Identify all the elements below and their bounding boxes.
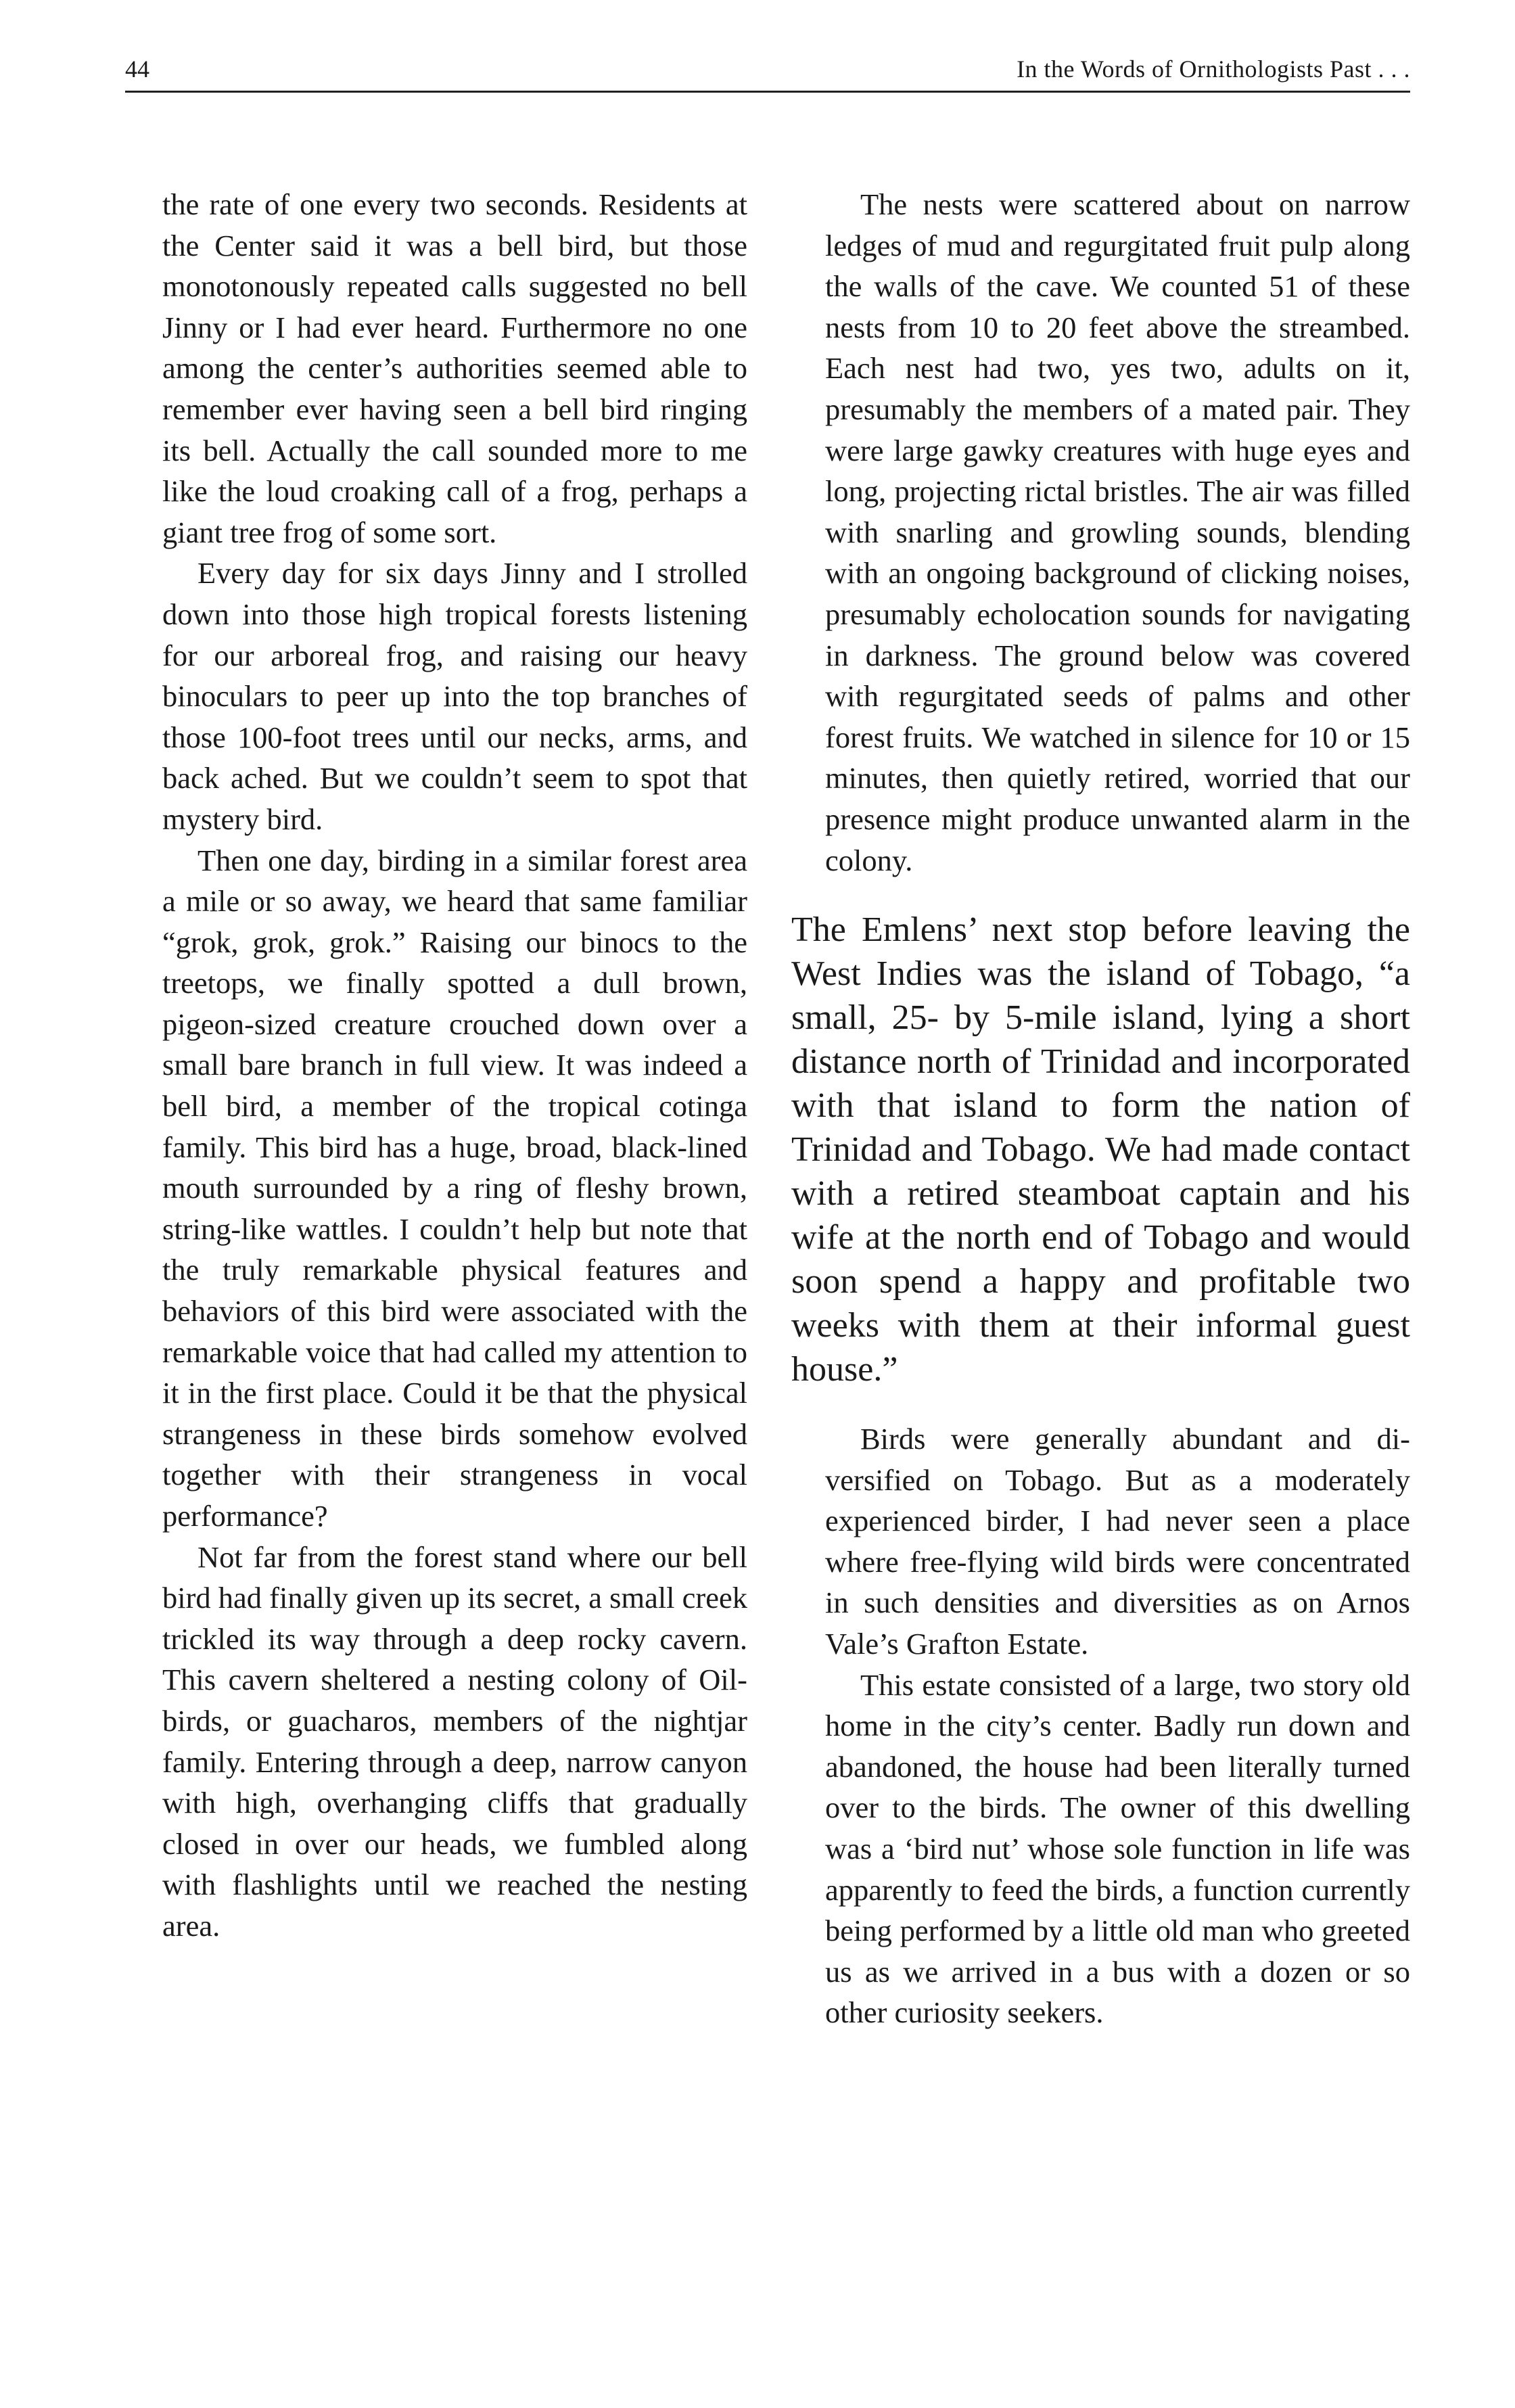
paragraph: Every day for six days Jinny and I strolled down into those high tropical forests listening for our arboreal frog, and raising our heavy binoculars to peer up into the top branches of those 100-foot trees until our necks, arms, and back ached. But we couldn’t seem to spot that mystery bird. [162,556,747,836]
paragraph: The nests were scattered about on narrow ledges of mud and regurgitated fruit pulp along the walls of the cave. We counted 51 of these nests from 10 to 20 feet above the streambed. Each nest had two, yes two, adults on it, presumably the members of a mated pair. They were large gawky creatures with huge eyes and long, projecting rictal bristles. The air was filled with snarling and growling sounds, blending with an ongoing background of clicking noises, presumably echolocation sounds for navigating in darkness. The ground below was covered with regurgitated seeds of palms and other forest fruits. We watched in silence for 10 or 15 minutes, then quietly retired, worried that our presence might produce unwanted alarm in the colony. [825,187,1410,877]
left-column [162,184,747,1947]
paragraph: Then one day, birding in a similar forest area a mile or so away, we heard that same familiar “grok, grok, grok.” Raising our binocs to the treetops, we finally spotted a dull brown, pigeon-sized creature crouched down over a small bare branch in full view. It was indeed a bell bird, a member of the tropical cotinga family. This bird has a huge, broad, black-lined mouth surrounded by a ring of fleshy brown, string-like wattles. I couldn’t help but note that the truly remarkable physical features and behaviors of this bird were associated with the remarkable voice that had called my attention to it in the first place. Could it be that the physical strangeness in these birds somehow evolved together with their strangeness in vocal performance? [162,843,747,1533]
page-number: 44 [125,55,149,83]
paragraph: Not far from the forest stand where our bell bird had finally given up its secret, a small creek trickled its way through a deep rocky cavern. This cavern sheltered a nesting colony of Oilbirds, or guacharos, members of the nightjar family. Entering through a deep, narrow canyon with high, overhanging cliffs that gradually closed in over our heads, we fumbled along with flashlights until we reached the nesting area. [162,1539,747,1943]
header-rule [125,91,1410,93]
right-column [791,184,1410,2033]
running-title: In the Words of Ornithologists Past . . . [1017,55,1410,83]
running-head [125,47,1410,91]
editorial-callout: The Emlens’ next stop before leaving the West Indies was the island of Tobago, “a small, 25- by 5-mile island, lying a short distance north of Trinidad and incorporated with that island to form the nation of Trinidad and Tobago. We had made contact with a retired steamboat captain and his wife at the north end of Tobago and would soon spend a happy and profitable two weeks with them at their informal guest house.” [791,910,1410,1389]
paragraph: This estate consisted of a large, two story old home in the city’s center. Badly run down and abandoned, the house had been literally turned over to the birds. The owner of this dwelling was a ‘bird nut’ whose sole function in life was apparently to feed the birds, a function currently being performed by a little old man who greeted us as we arrived in a bus with a dozen or so other curiosity seekers. [825,1667,1410,2030]
paragraph: Birds were generally abundant and diversified on Tobago. But as a moderately experienced birder, I had never seen a place where free-flying wild birds were concentrated in such densities and diversities as on Arnos Vale’s Grafton Estate. [825,1422,1410,1661]
paragraph: the rate of one every two seconds. Residents at the Center said it was a bell bird, but those monotonously repeated calls suggested no bell Jinny or I had ever heard. Furthermore no one among the center’s authorities seemed able to remember ever having seen a bell bird ringing its bell. Actually the call sounded more to me like the loud croaking call of a frog, perhaps a giant tree frog of some sort. [162,187,747,549]
